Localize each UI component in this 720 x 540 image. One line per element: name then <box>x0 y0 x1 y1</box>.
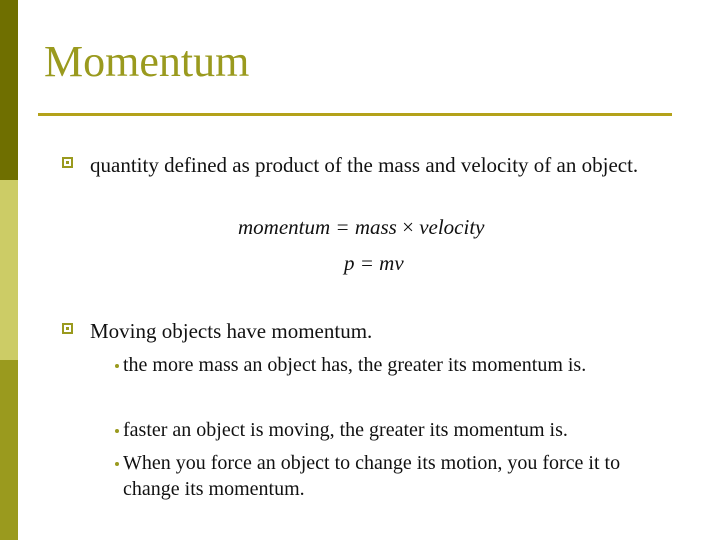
subbullet-force <box>115 450 675 502</box>
side-bar-middle <box>0 180 18 360</box>
subbullet-more-mass <box>115 352 675 378</box>
title-underline <box>38 113 672 116</box>
dot-bullet-icon <box>115 429 119 433</box>
formula-left: momentum = mass <box>238 215 397 239</box>
formula-p-equals-mv: p = mv <box>344 251 404 275</box>
bullet-definition <box>62 152 682 179</box>
slide-title: Momentum <box>44 37 250 86</box>
formula-momentum-words <box>238 214 484 241</box>
bullet-moving-objects <box>62 318 682 345</box>
square-bullet-icon <box>62 157 73 168</box>
multiply-sign: × <box>402 215 414 239</box>
dot-bullet-icon <box>115 462 119 466</box>
dot-bullet-icon <box>115 364 119 368</box>
subbullet-text: faster an object is moving, the greater its momentum is. <box>123 419 568 441</box>
formula-right: velocity <box>419 215 485 239</box>
side-bar-bottom <box>0 360 18 540</box>
subbullet-faster <box>115 417 675 443</box>
side-bar-top <box>0 0 18 180</box>
subbullet-text: the more mass an object has, the greater its momentum is. <box>123 354 587 376</box>
bullet-text: Moving objects have momentum. <box>90 319 373 343</box>
bullet-text: quantity defined as product of the mass and velocity of an object. <box>90 153 639 177</box>
square-bullet-icon <box>62 323 73 334</box>
subbullet-text: When you force an object to change its motion, you force it to change its momentum. <box>123 452 621 500</box>
